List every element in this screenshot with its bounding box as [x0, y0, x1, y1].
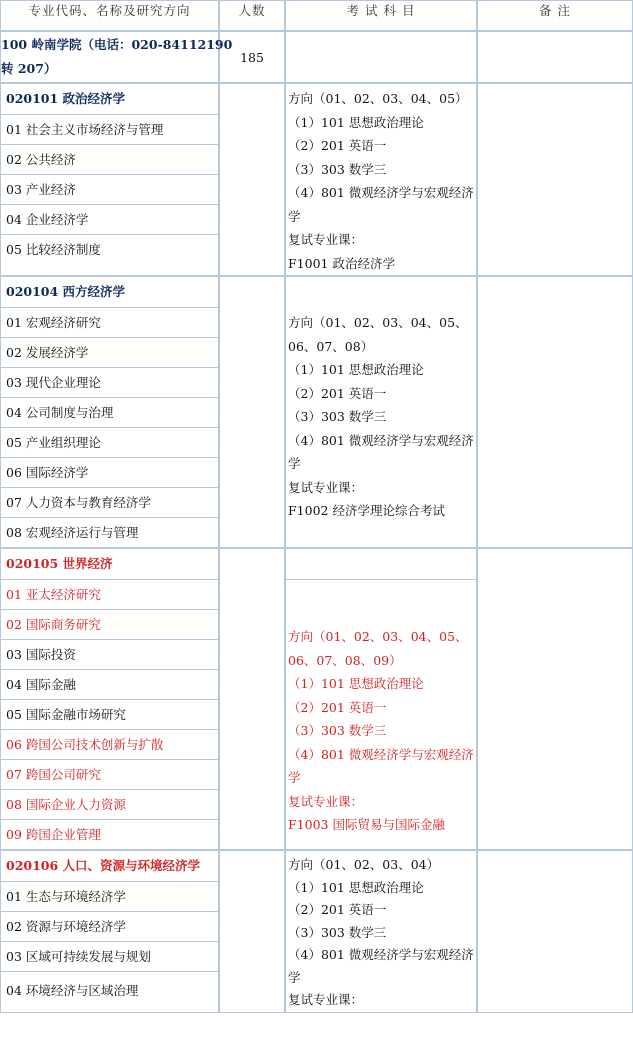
subject-line: F1003 国际贸易与国际金融	[288, 817, 445, 832]
direction-item: 01 宏观经济研究	[1, 307, 218, 337]
subject-line: （3）303 数学三	[288, 924, 387, 940]
subject-line: （4）801 微观经济学与宏观经济学	[288, 947, 474, 985]
header-row	[0, 0, 633, 31]
school-line1: 100 岭南学院（电话：020-84112190	[1, 37, 233, 52]
direction-item: 05 国际金融市场研究	[1, 699, 218, 729]
major-row	[0, 83, 633, 276]
subject-line: F1002 经济学理论综合考试	[288, 503, 445, 518]
major-count	[219, 850, 285, 1013]
direction-item: 03 国际投资	[1, 639, 218, 669]
subjects-spacer	[286, 549, 476, 580]
major-count	[219, 276, 285, 548]
direction-item: 01 生态与环境经济学	[1, 881, 218, 911]
direction-item: 08 宏观经济运行与管理	[1, 517, 218, 547]
major-row	[0, 276, 633, 548]
major-notes	[477, 548, 633, 850]
subject-line: （1）101 思想政治理论	[288, 676, 424, 691]
major-directions	[0, 276, 219, 548]
major-notes	[477, 83, 633, 276]
subject-line: 方向（01、02、03、04、05、06、07、08、09）	[288, 629, 468, 668]
major-directions	[0, 83, 219, 276]
major-notes	[477, 850, 633, 1013]
subject-line: 复试专业课：	[288, 232, 364, 247]
school-name	[0, 31, 233, 83]
major-title: 020106 人口、资源与环境经济学	[6, 858, 201, 873]
direction-item: 03 区域可持续发展与规划	[1, 941, 218, 971]
major-subjects	[285, 276, 477, 548]
school-subjects	[285, 31, 477, 83]
major-directions	[0, 850, 219, 1013]
major-subjects	[285, 850, 477, 1013]
subject-line: （1）101 思想政治理论	[288, 879, 424, 895]
school-line2: 转 207）	[1, 61, 57, 76]
direction-item: 06 国际经济学	[1, 457, 218, 487]
major-row	[0, 548, 633, 850]
header-subjects: 考 试 科 目	[285, 0, 477, 31]
direction-item: 04 环境经济与区域治理	[1, 971, 218, 1009]
subject-line: 复试专业课：	[288, 793, 364, 809]
major-count	[219, 548, 285, 850]
subject-line: F1001 政治经济学	[288, 255, 395, 271]
subject-line: （4）801 微观经济学与宏观经济学	[288, 185, 474, 224]
direction-item: 04 公司制度与治理	[1, 397, 218, 427]
subject-line: （2）201 英语一	[288, 902, 387, 917]
subject-line: （2）201 英语一	[288, 385, 387, 401]
subject-line: （2）201 英语一	[288, 138, 387, 153]
major-count	[219, 83, 285, 276]
major-notes	[477, 276, 633, 548]
direction-item: 02 资源与环境经济学	[1, 911, 218, 941]
direction-item: 03 产业经济	[1, 174, 218, 204]
subject-line: （3）303 数学三	[288, 409, 387, 424]
direction-item: 04 企业经济学	[1, 204, 218, 234]
major-subjects	[285, 83, 477, 276]
subject-line: （4）801 微观经济学与宏观经济学	[288, 746, 474, 785]
header-count: 人数	[219, 0, 285, 31]
subject-line: （1）101 思想政治理论	[288, 362, 424, 377]
major-title: 020101 政治经济学	[6, 91, 126, 106]
major-subjects	[285, 548, 477, 850]
subject-line: 复试专业课：	[288, 992, 364, 1007]
direction-item: 03 现代企业理论	[1, 367, 218, 397]
subject-line: 方向（01、02、03、04、05）	[288, 91, 468, 106]
header-notes: 备 注	[477, 0, 633, 31]
direction-item: 01 社会主义市场经济与管理	[1, 114, 218, 144]
major-title: 020104 西方经济学	[6, 284, 126, 299]
subject-line: 复试专业课：	[288, 479, 364, 495]
direction-item: 07 跨国公司研究	[1, 759, 218, 789]
direction-item: 04 国际金融	[1, 669, 218, 699]
subject-line: 方向（01、02、03、04）	[288, 857, 440, 872]
direction-item: 01 亚太经济研究	[1, 579, 218, 609]
subject-line: （3）303 数学三	[288, 723, 387, 738]
direction-item: 02 国际商务研究	[1, 609, 218, 639]
direction-item: 02 公共经济	[1, 144, 218, 174]
major-title: 020105 世界经济	[6, 556, 113, 571]
direction-item: 05 产业组织理论	[1, 427, 218, 457]
subject-line: 方向（01、02、03、04、05、06、07、08）	[288, 315, 468, 354]
direction-item: 06 跨国公司技术创新与扩散	[1, 729, 218, 759]
subject-line: （4）801 微观经济学与宏观经济学	[288, 432, 474, 471]
subject-line: （1）101 思想政治理论	[288, 114, 424, 130]
direction-item: 05 比较经济制度	[1, 234, 218, 264]
subject-line: （2）201 英语一	[288, 699, 387, 715]
major-row	[0, 850, 633, 1013]
major-directions	[0, 548, 219, 850]
subject-line: （3）303 数学三	[288, 161, 387, 177]
direction-item: 09 跨国企业管理	[1, 819, 218, 849]
direction-item: 02 发展经济学	[1, 337, 218, 367]
direction-item: 08 国际企业人力资源	[1, 789, 218, 819]
school-row	[0, 31, 633, 83]
header-major: 专业代码、名称及研究方向	[0, 0, 219, 31]
school-count: 185	[219, 31, 285, 83]
school-notes	[477, 31, 633, 83]
direction-item: 07 人力资本与教育经济学	[1, 487, 218, 517]
